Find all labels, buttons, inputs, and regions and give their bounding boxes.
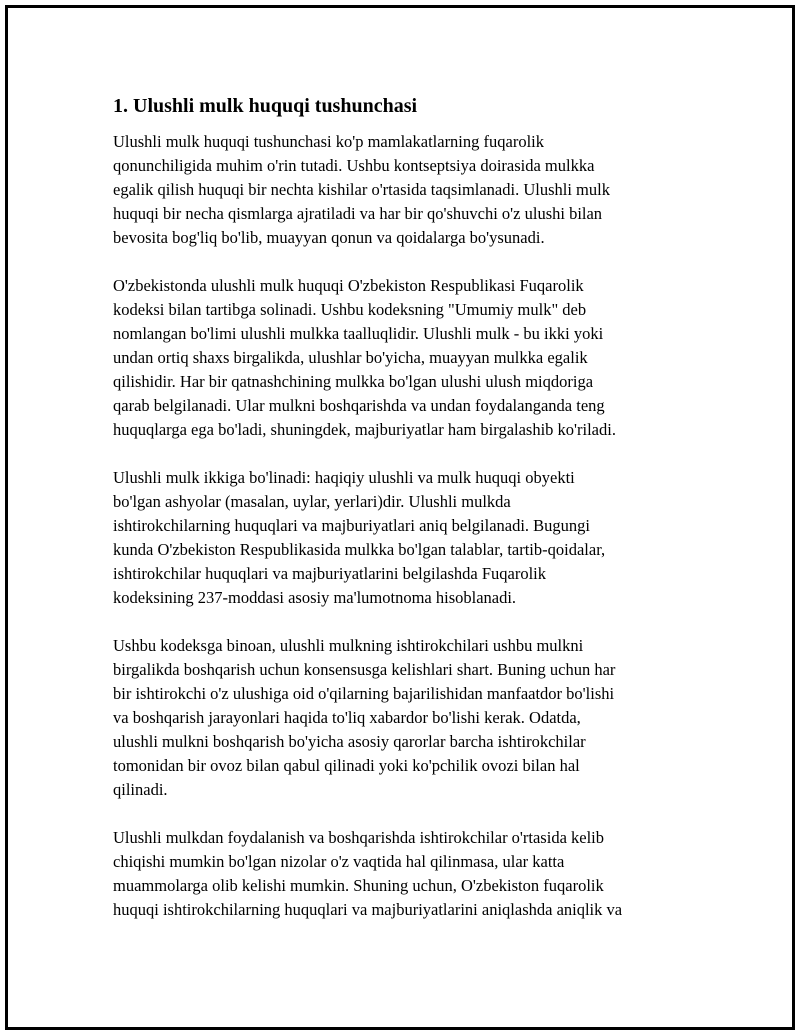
text-line: tomonidan bir ovoz bilan qabul qilinadi yoki ko'pchilik ovozi bilan hal xyxy=(113,756,580,775)
text-line: bevosita bog'liq bo'lib, muayyan qonun va qoidalarga bo'ysunadi. xyxy=(113,228,545,247)
section-heading: 1. Ulushli mulk huquqi tushunchasi xyxy=(113,95,418,117)
paragraph-1 xyxy=(113,130,693,250)
text-line: muammolarga olib kelishi mumkin. Shuning uchun, O'zbekiston fuqarolik xyxy=(113,876,604,895)
text-line: Ulushli mulk ikkiga bo'linadi: haqiqiy ulushli va mulk huquqi obyekti xyxy=(113,468,575,487)
text-line: huquqi ishtirokchilarning huquqlari va majburiyatlarini aniqlashda aniqlik va xyxy=(113,900,623,919)
text-line: kodeksi bilan tartibga solinadi. Ushbu kodeksning "Umumiy mulk" deb xyxy=(113,300,587,319)
text-line: ulushli mulkni boshqarish bo'yicha asosiy qarorlar barcha ishtirokchilar xyxy=(113,732,586,751)
paragraph-5 xyxy=(113,826,693,922)
paragraph-2 xyxy=(113,274,693,442)
text-line: Ulushli mulk huquqi tushunchasi ko'p mamlakatlarning fuqarolik xyxy=(113,132,544,151)
text-line: kodeksining 237-moddasi asosiy ma'lumotnoma hisoblanadi. xyxy=(113,588,517,607)
text-line: ishtirokchilarning huquqlari va majburiyatlari aniq belgilanadi. Bugungi xyxy=(113,516,591,535)
paragraph-4 xyxy=(113,634,693,802)
text-line: Ushbu kodeksga binoan, ulushli mulkning ishtirokchilari ushbu mulkni xyxy=(113,636,584,655)
text-line: undan ortiq shaxs birgalikda, ulushlar bo'yicha, muayyan mulkka egalik xyxy=(113,348,588,367)
text-line: chiqishi mumkin bo'lgan nizolar o'z vaqtida hal qilinmasa, ular katta xyxy=(113,852,565,871)
text-line: qarab belgilanadi. Ular mulkni boshqarishda va undan foydalanganda teng xyxy=(113,396,605,415)
text-line: huquqlarga ega bo'ladi, shuningdek, majburiyatlar ham birgalashib ko'riladi. xyxy=(113,420,616,439)
text-line: qilinadi. xyxy=(113,780,168,799)
text-line: egalik qilish huquqi bir nechta kishilar o'rtasida taqsimlanadi. Ulushli mulk xyxy=(113,180,610,199)
text-line: Ulushli mulkdan foydalanish va boshqarishda ishtirokchilar o'rtasida kelib xyxy=(113,828,605,847)
text-line: ishtirokchilar huquqlari va majburiyatlarini belgilashda Fuqarolik xyxy=(113,564,547,583)
text-line: huquqi bir necha qismlarga ajratiladi va har bir qo'shuvchi o'z ulushi bilan xyxy=(113,204,603,223)
text-line: birgalikda boshqarish uchun konsensusga kelishlari shart. Buning uchun har xyxy=(113,660,616,679)
text-line: nomlangan bo'limi ulushli mulkka taalluqlidir. Ulushli mulk - bu ikki yoki xyxy=(113,324,604,343)
text-line: va boshqarish jarayonlari haqida to'liq xabardor bo'lishi kerak. Odatda, xyxy=(113,708,581,727)
text-line: bir ishtirokchi o'z ulushiga oid o'qilarning bajarilishidan manfaatdor bo'lishi xyxy=(113,684,615,703)
paragraph-3 xyxy=(113,466,693,610)
document-body xyxy=(113,92,693,946)
text-line: qilishidir. Har bir qatnashchining mulkka bo'lgan ulushi ulush miqdoriga xyxy=(113,372,594,391)
text-line: bo'lgan ashyolar (masalan, uylar, yerlari)dir. Ulushli mulkda xyxy=(113,492,511,511)
text-line: qonunchiligida muhim o'rin tutadi. Ushbu kontseptsiya doirasida mulkka xyxy=(113,156,595,175)
text-line: O'zbekistonda ulushli mulk huquqi O'zbekiston Respublikasi Fuqarolik xyxy=(113,276,584,295)
text-line: kunda O'zbekiston Respublikasida mulkka bo'lgan talablar, tartib-qoidalar, xyxy=(113,540,606,559)
